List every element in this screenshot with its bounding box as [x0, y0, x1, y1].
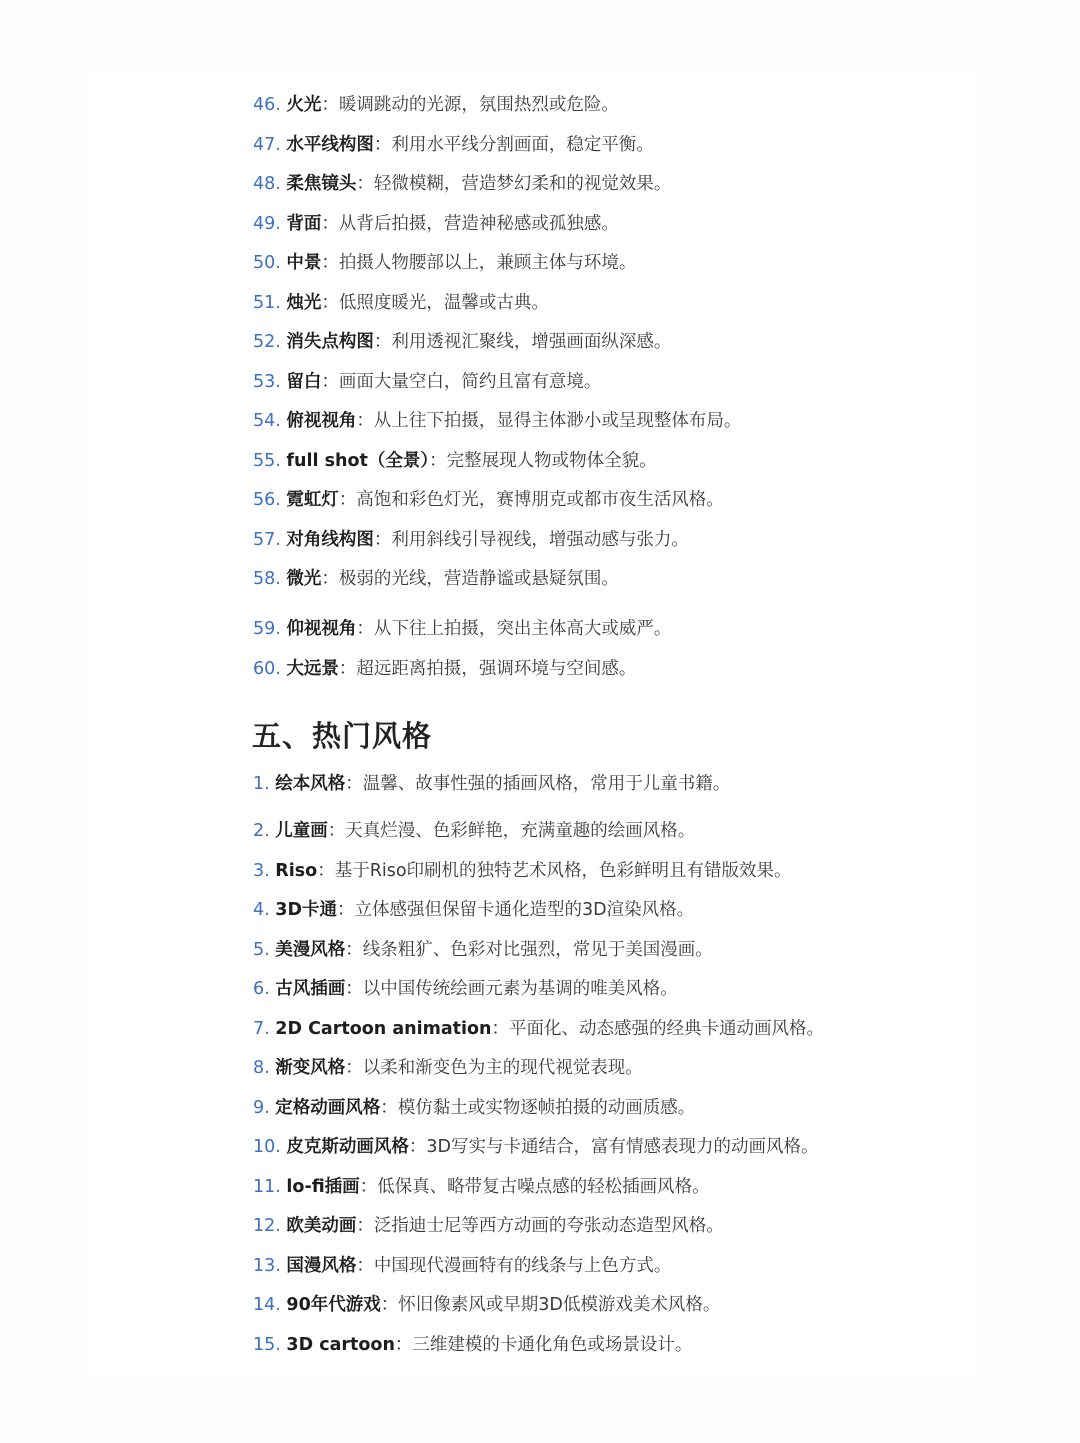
- item-number: 4 .: [253, 900, 275, 920]
- item-number: 54 .: [253, 411, 286, 431]
- list-item: [253, 772, 730, 796]
- item-term: 烛光: [286, 293, 322, 313]
- item-separator: ：: [394, 1335, 413, 1355]
- list-item: [253, 1254, 671, 1278]
- item-number: 8 .: [253, 1058, 275, 1078]
- item-term: 消失点构图: [286, 332, 374, 352]
- item-description: 3D写实与卡通结合，富有情感表现力的动画风格。: [426, 1137, 819, 1157]
- list-item: [253, 617, 671, 641]
- list-item: [253, 1293, 720, 1317]
- item-description: 超远距离拍摄，强调环境与空间感。: [356, 659, 637, 679]
- list-item: [253, 1333, 692, 1357]
- item-number: 51 .: [253, 293, 286, 313]
- item-description: 暖调跳动的光源，氛围热烈或危险。: [338, 95, 619, 115]
- list-item: [253, 488, 724, 512]
- item-term: 美漫风格: [275, 940, 346, 960]
- item-separator: ：: [356, 1216, 374, 1236]
- list-item: [253, 859, 792, 883]
- item-number: 55 .: [253, 451, 286, 471]
- item-term: 90年代游戏: [286, 1295, 381, 1315]
- item-number: 7 .: [253, 1019, 275, 1039]
- list-item: [253, 212, 619, 236]
- list-item: [253, 898, 694, 922]
- item-separator: ：: [345, 940, 363, 960]
- item-number: 3 .: [253, 861, 275, 881]
- list-item: [253, 93, 619, 117]
- item-term: 国漫风格: [286, 1256, 357, 1276]
- item-term: 儿童画: [275, 821, 328, 841]
- item-term: lo-fi插画: [286, 1177, 360, 1197]
- item-description: 泛指迪士尼等西方动画的夸张动态造型风格。: [373, 1216, 724, 1236]
- item-separator: ：: [356, 174, 374, 194]
- item-term: 对角线构图: [286, 530, 374, 550]
- list-item: [253, 133, 654, 157]
- item-term: 绘本风格: [275, 774, 346, 794]
- item-number: 13 .: [253, 1256, 286, 1276]
- item-separator: ：: [373, 530, 392, 550]
- list-item: [253, 330, 671, 354]
- list-item: [253, 977, 678, 1001]
- item-separator: ：: [327, 821, 346, 841]
- list-item: [253, 251, 636, 275]
- item-number: 47 .: [253, 135, 286, 155]
- item-description: 低照度暖光，温馨或古典。: [338, 293, 549, 313]
- list-item: [253, 1175, 710, 1199]
- item-separator: ：: [356, 1256, 374, 1276]
- item-separator: ：: [321, 372, 339, 392]
- item-number: 14 .: [253, 1295, 286, 1315]
- item-number: 59 .: [253, 619, 286, 639]
- item-description: 基于Riso印刷机的独特艺术风格，色彩鲜明且有错版效果。: [334, 861, 792, 881]
- item-number: 52 .: [253, 332, 286, 352]
- item-number: 1 .: [253, 774, 275, 794]
- item-term: full shot（全景）: [286, 451, 430, 471]
- item-separator: ：: [321, 95, 339, 115]
- item-separator: ：: [345, 979, 363, 999]
- list-item: [253, 291, 549, 315]
- item-term: 定格动画风格: [275, 1098, 381, 1118]
- item-number: 10 .: [253, 1137, 286, 1157]
- item-number: 58 .: [253, 569, 286, 589]
- item-separator: ：: [317, 861, 335, 881]
- item-description: 从下往上拍摄，突出主体高大或威严。: [373, 619, 672, 639]
- item-description: 轻微模糊，营造梦幻柔和的视觉效果。: [373, 174, 672, 194]
- item-term: 渐变风格: [275, 1058, 346, 1078]
- list-item: [253, 370, 601, 394]
- item-term: 3D卡通: [275, 900, 337, 920]
- item-number: 53 .: [253, 372, 286, 392]
- item-separator: ：: [345, 1058, 363, 1078]
- item-description: 利用斜线引导视线，增强动感与张力。: [391, 530, 689, 550]
- list-item: [253, 1135, 819, 1159]
- item-separator: ：: [338, 490, 357, 510]
- item-term: 火光: [286, 95, 322, 115]
- item-separator: ：: [321, 214, 339, 234]
- item-description: 利用水平线分割画面，稳定平衡。: [391, 135, 654, 155]
- item-term: 微光: [286, 569, 322, 589]
- item-number: 5 .: [253, 940, 275, 960]
- item-description: 从上往下拍摄，显得主体渺小或呈现整体布局。: [373, 411, 742, 431]
- list-item: [253, 657, 636, 681]
- item-separator: ：: [336, 900, 355, 920]
- list-item: [253, 172, 671, 196]
- item-description: 极弱的光线，营造静谧或悬疑氛围。: [338, 569, 619, 589]
- item-separator: ：: [429, 451, 447, 471]
- item-number: 12 .: [253, 1216, 286, 1236]
- item-description: 平面化、动态感强的经典卡通动画风格。: [508, 1019, 824, 1039]
- item-number: 60 .: [253, 659, 286, 679]
- item-term: 古风插画: [275, 979, 346, 999]
- item-number: 48 .: [253, 174, 286, 194]
- item-term: 中景: [286, 253, 322, 273]
- item-description: 三维建模的卡通化角色或场景设计。: [412, 1335, 693, 1355]
- item-term: 俯视视角: [286, 411, 357, 431]
- item-separator: ：: [345, 774, 363, 794]
- item-description: 立体感强但保留卡通化造型的3D渲染风格。: [354, 900, 695, 920]
- item-separator: ：: [373, 135, 392, 155]
- item-separator: ：: [321, 569, 339, 589]
- item-term: Riso: [275, 861, 318, 881]
- list-item: [253, 409, 741, 433]
- item-separator: ：: [321, 253, 339, 273]
- list-item: [253, 1056, 643, 1080]
- item-number: 46 .: [253, 95, 286, 115]
- item-separator: ：: [359, 1177, 378, 1197]
- list-item: [253, 1096, 695, 1120]
- item-description: 模仿黏土或实物逐帧拍摄的动画质感。: [397, 1098, 696, 1118]
- item-separator: ：: [380, 1098, 398, 1118]
- item-description: 以中国传统绘画元素为基调的唯美风格。: [362, 979, 678, 999]
- item-description: 线条粗犷、色彩对比强烈，常见于美国漫画。: [362, 940, 713, 960]
- item-term: 仰视视角: [286, 619, 357, 639]
- item-term: 水平线构图: [286, 135, 374, 155]
- item-separator: ：: [321, 293, 339, 313]
- item-number: 9 .: [253, 1098, 275, 1118]
- item-separator: ：: [373, 332, 392, 352]
- item-description: 温馨、故事性强的插画风格，常用于儿童书籍。: [362, 774, 731, 794]
- item-number: 11 .: [253, 1177, 286, 1197]
- list-item: [253, 1214, 724, 1238]
- item-description: 利用透视汇聚线，增强画面纵深感。: [391, 332, 672, 352]
- item-term: 霓虹灯: [286, 490, 339, 510]
- item-term: 背面: [286, 214, 322, 234]
- list-item: [253, 449, 657, 473]
- list-item: [253, 938, 713, 962]
- item-description: 高饱和彩色灯光，赛博朋克或都市夜生活风格。: [356, 490, 724, 510]
- item-term: 3D cartoon: [286, 1335, 395, 1355]
- item-description: 中国现代漫画特有的线条与上色方式。: [373, 1256, 672, 1276]
- item-description: 从背后拍摄，营造神秘感或孤独感。: [338, 214, 619, 234]
- list-item: [253, 1017, 824, 1041]
- item-number: 15 .: [253, 1335, 286, 1355]
- item-number: 57 .: [253, 530, 286, 550]
- item-number: 56 .: [253, 490, 286, 510]
- item-term: 大远景: [286, 659, 339, 679]
- item-separator: ：: [380, 1295, 399, 1315]
- list-item: [253, 567, 619, 591]
- item-number: 2 .: [253, 821, 275, 841]
- item-number: 50 .: [253, 253, 286, 273]
- item-description: 低保真、略带复古噪点感的轻松插画风格。: [377, 1177, 710, 1197]
- item-separator: ：: [356, 411, 374, 431]
- item-separator: ：: [356, 619, 374, 639]
- item-term: 留白: [286, 372, 322, 392]
- item-term: 2D Cartoon animation: [275, 1019, 492, 1039]
- item-separator: ：: [491, 1019, 509, 1039]
- item-term: 欧美动画: [286, 1216, 357, 1236]
- item-term: 皮克斯动画风格: [286, 1137, 409, 1157]
- item-number: 49 .: [253, 214, 286, 234]
- item-description: 天真烂漫、色彩鲜艳，充满童趣的绘画风格。: [345, 821, 696, 841]
- item-separator: ：: [338, 659, 357, 679]
- section-heading: 五、热门风格: [252, 719, 433, 753]
- list-item: [253, 528, 689, 552]
- item-description: 画面大量空白，简约且富有意境。: [338, 372, 602, 392]
- list-item: [253, 819, 695, 843]
- item-description: 拍摄人物腰部以上，兼顾主体与环境。: [338, 253, 637, 273]
- item-description: 怀旧像素风或早期3D低模游戏美术风格。: [398, 1295, 721, 1315]
- item-description: 以柔和渐变色为主的现代视觉表现。: [362, 1058, 643, 1078]
- item-separator: ：: [408, 1137, 427, 1157]
- item-description: 完整展现人物或物体全貌。: [446, 451, 657, 471]
- item-term: 柔焦镜头: [286, 174, 357, 194]
- item-number: 6 .: [253, 979, 275, 999]
